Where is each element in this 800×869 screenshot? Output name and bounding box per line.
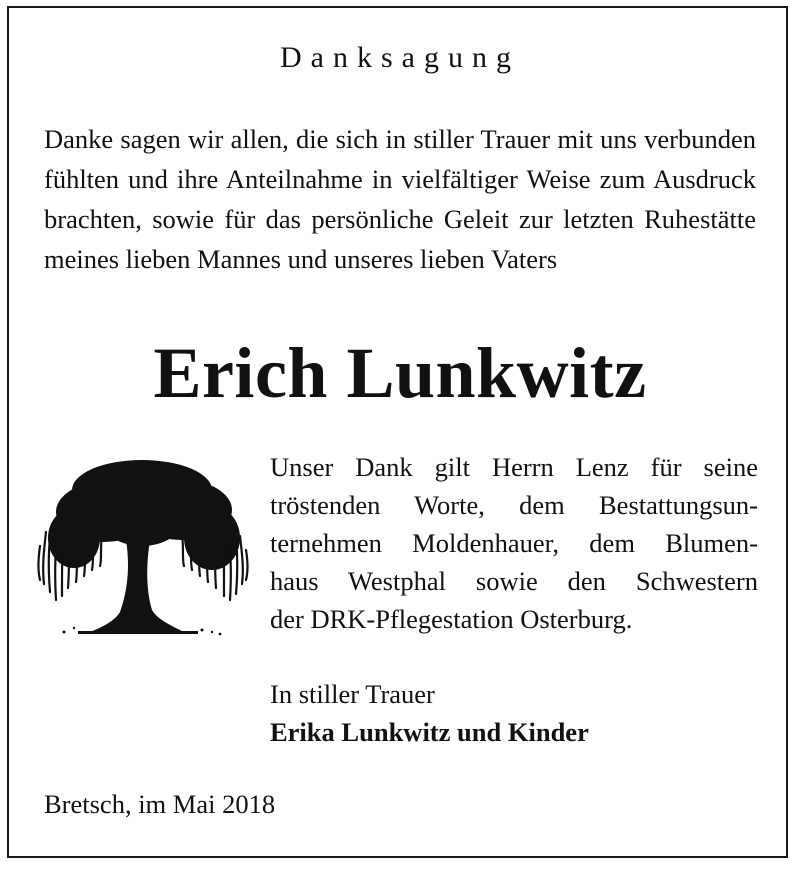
thanks-paragraph [270,448,758,638]
thanks-line: tröstenden Worte, dem Bestattungsun- [270,490,758,520]
place-date: Bretsch, im Mai 2018 [44,789,276,819]
signers: Erika Lunkwitz und Kinder [270,717,589,747]
intro-text: Danke sagen wir allen, die sich in stiller Trauer mit uns verbunden fühlten und ihre Anteilnahme in vielfältiger Weise zum Ausdruck brachten, sowie für das persönliche Geleit zur letzten Ruhestätte meines lieben Mannes und unseres lieben Vaters [44,124,756,274]
mourning-phrase: In stiller Trauer [270,679,435,709]
deceased-name: Erich Lunkwitz [153,333,647,413]
thanks-line: ternehmen Moldenhauer, dem Blumen- [270,528,758,558]
thanks-line: haus Westphal sowie den Schwestern [270,566,758,596]
weeping-willow-icon [34,450,249,640]
thanks-line: der DRK-Pflegestation Osterburg. [270,604,633,634]
thanks-line: Unser Dank gilt Herrn Lenz für seine [270,452,758,482]
notice-heading: Danksagung [280,41,520,74]
intro-paragraph [44,119,756,279]
